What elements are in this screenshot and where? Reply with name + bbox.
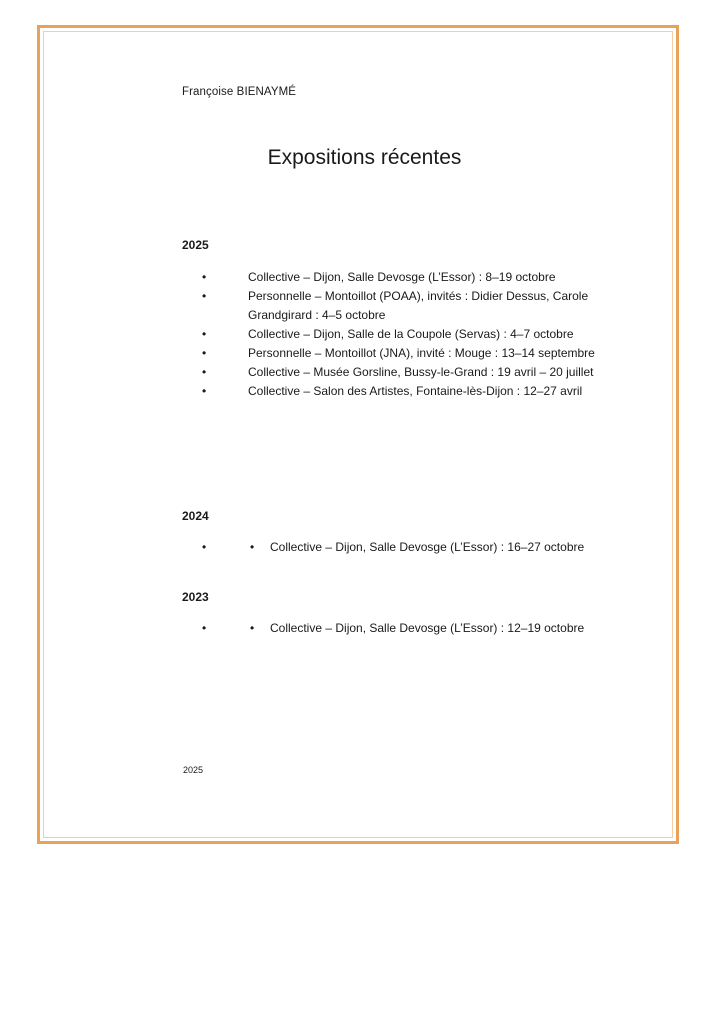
list-item	[182, 363, 598, 382]
bullet-icon: •	[202, 365, 207, 379]
list-item-text: Collective – Dijon, Salle Devosge (L’Essor) : 8–19 octobre	[248, 270, 556, 284]
list-item	[182, 382, 598, 401]
list-item	[182, 287, 598, 325]
bullet-icon: •	[202, 270, 207, 284]
list-item	[182, 325, 598, 344]
exhibition-list	[182, 268, 598, 401]
section-year: 2024	[182, 509, 209, 523]
list-item-text: Collective – Dijon, Salle de la Coupole (Servas) : 4–7 octobre	[248, 327, 574, 341]
exhibition-list	[182, 538, 598, 557]
list-item-text: Collective – Salon des Artistes, Fontaine-lès-Dijon : 12–27 avril	[248, 384, 583, 398]
inner-bullet-icon: •	[250, 540, 255, 554]
footer-year: 2025	[183, 765, 204, 775]
page-title: Expositions récentes	[267, 146, 462, 169]
list-item-text: Collective – Musée Gorsline, Bussy-le-Grand : 19 avril – 20 juillet	[248, 365, 594, 379]
list-item-text: Personnelle – Montoillot (POAA), invités : Didier Dessus, Carole Grandgirard : 4–5 octobre	[248, 289, 589, 322]
bullet-icon: •	[202, 621, 207, 635]
list-item-text: Personnelle – Montoillot (JNA), invité : Mouge : 13–14 septembre	[248, 346, 595, 360]
author-name: Françoise BIENAYMÉ	[182, 86, 297, 98]
list-item	[182, 344, 598, 363]
section-2024	[182, 509, 598, 557]
inner-bullet-icon: •	[250, 621, 255, 635]
section-year: 2023	[182, 590, 209, 604]
bullet-icon: •	[202, 327, 207, 341]
list-item	[182, 538, 598, 557]
bullet-icon: •	[202, 346, 207, 360]
section-2025	[182, 238, 598, 401]
section-year: 2025	[182, 238, 209, 252]
list-item-text: Collective – Dijon, Salle Devosge (L’Essor) : 16–27 octobre	[270, 540, 585, 554]
list-item	[182, 619, 598, 638]
section-2023	[182, 590, 598, 638]
bullet-icon: •	[202, 540, 207, 554]
exhibition-list	[182, 619, 598, 638]
bullet-icon: •	[202, 289, 207, 303]
list-item-text: Collective – Dijon, Salle Devosge (L’Essor) : 12–19 octobre	[270, 621, 585, 635]
list-item	[182, 268, 598, 287]
bullet-icon: •	[202, 384, 207, 398]
